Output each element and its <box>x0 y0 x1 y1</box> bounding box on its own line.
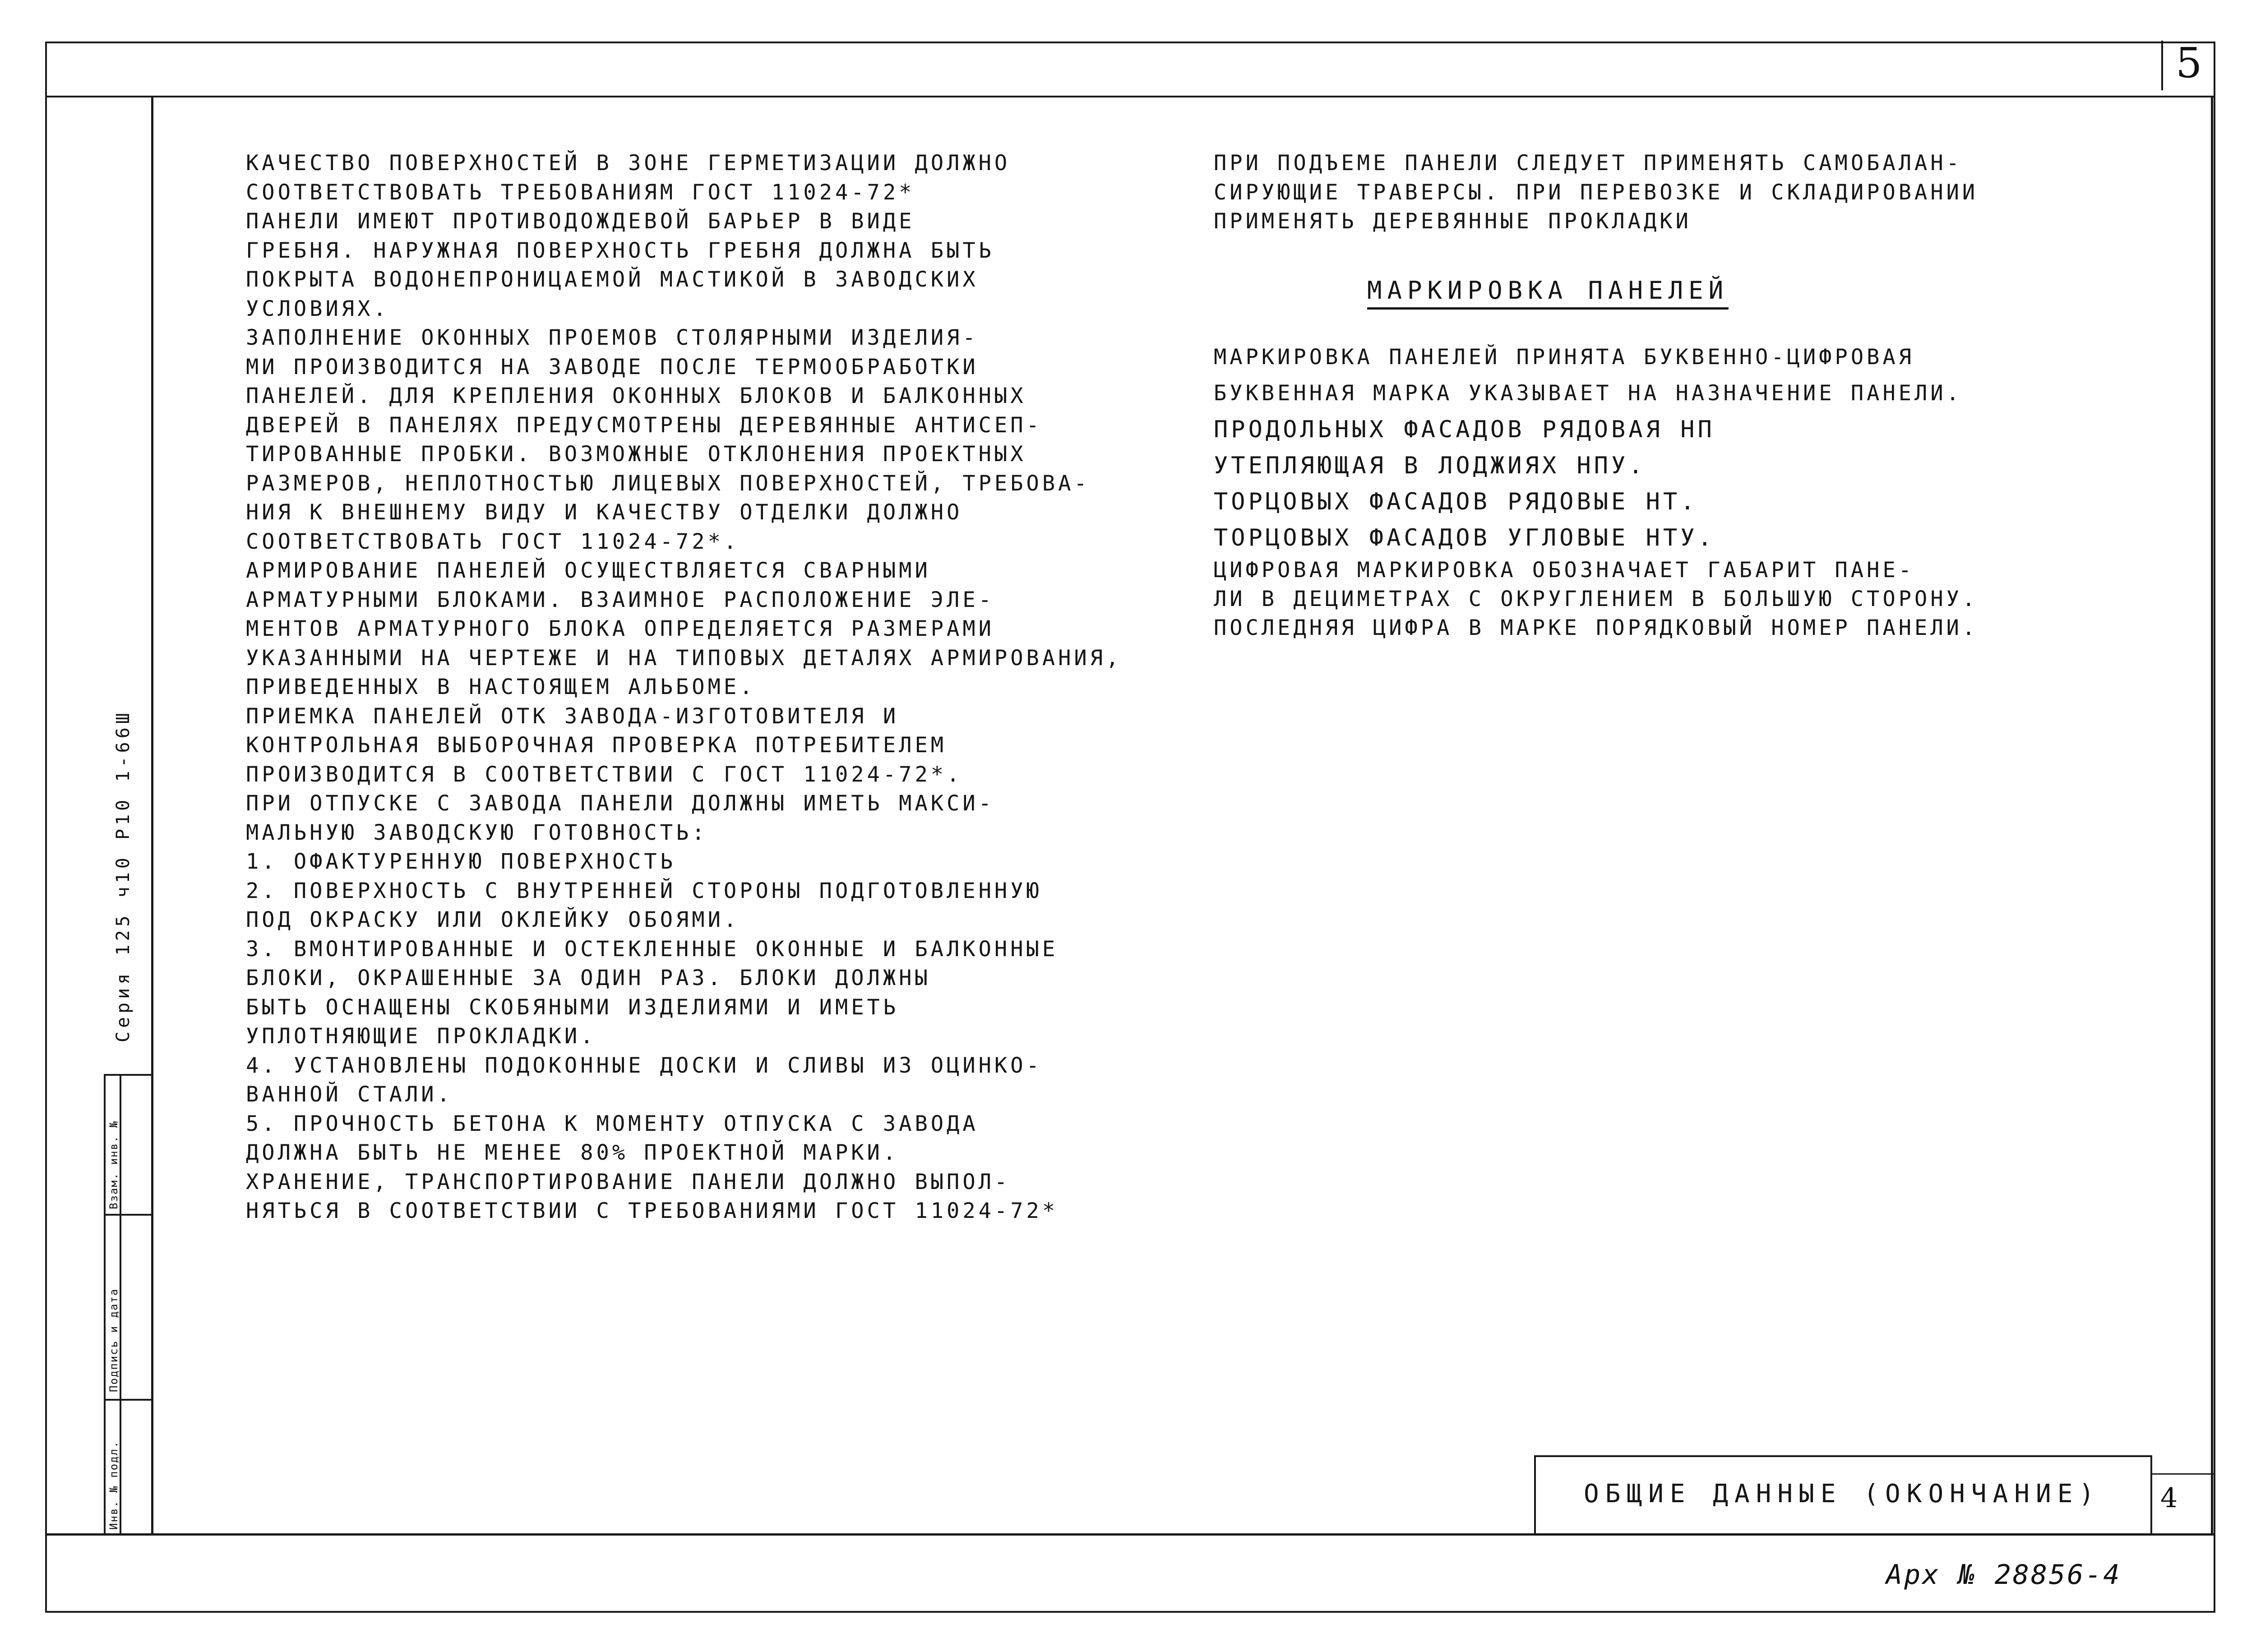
text-line: ТИРОВАННЫЕ ПРОБКИ. ВОЗМОЖНЫЕ ОТКЛОНЕНИЯ ПРОЕКТНЫХ <box>246 442 1026 467</box>
text-line: ЗАПОЛНЕНИЕ ОКОННЫХ ПРОЕМОВ СТОЛЯРНЫМИ ИЗДЕЛИЯ- <box>246 325 979 350</box>
text-line: КАЧЕСТВО ПОВЕРХНОСТЕЙ В ЗОНЕ ГЕРМЕТИЗАЦИИ ДОЛЖНО <box>246 151 1011 176</box>
text-line: МАРКИРОВКА ПАНЕЛЕЙ ПРИНЯТА БУКВЕННО-ЦИФРОВАЯ <box>1214 345 1915 370</box>
list-item: 3. ВМОНТИРОВАННЫЕ И ОСТЕКЛЕННЫЕ ОКОННЫЕ И БАЛКОННЫЕ <box>246 936 1059 962</box>
text-line: КОНТРОЛЬНАЯ ВЫБОРОЧНАЯ ПРОВЕРКА ПОТРЕБИТЕЛЕМ <box>246 733 947 758</box>
inner-top-line <box>45 96 2215 97</box>
text-line: ПРИ ОТПУСКЕ С ЗАВОДА ПАНЕЛИ ДОЛЖНЫ ИМЕТЬ МАКСИ- <box>246 791 994 816</box>
text-line: ПРОДОЛЬНЫХ ФАСАДОВ РЯДОВАЯ НП <box>1214 416 1715 443</box>
text-line: ПОКРЫТА ВОДОНЕПРОНИЦАЕМОЙ МАСТИКОЙ В ЗАВОДСКИХ <box>246 267 979 292</box>
text-line: АРМАТУРНЫМИ БЛОКАМИ. ВЗАИМНОЕ РАСПОЛОЖЕНИЕ ЭЛЕ- <box>246 587 994 612</box>
title-block-divider <box>2150 1455 2152 1536</box>
stamp-cell-inv: Инв. № подл. <box>107 1440 120 1530</box>
frame-right-line <box>2214 42 2215 1613</box>
list-item: ДОЛЖНА БЫТЬ НЕ МЕНЕЕ 80% ПРОЕКТНОЙ МАРКИ. <box>246 1140 899 1165</box>
text-line: ПРИВЕДЕННЫХ В НАСТОЯЩЕМ АЛЬБОМЕ. <box>246 675 756 699</box>
text-line: ПРИМЕНЯТЬ ДЕРЕВЯННЫЕ ПРОКЛАДКИ <box>1214 209 1692 234</box>
list-item: 1. ОФАКТУРЕННУЮ ПОВЕРХНОСТЬ <box>246 849 676 874</box>
text-line: ГРЕБНЯ. НАРУЖНАЯ ПОВЕРХНОСТЬ ГРЕБНЯ ДОЛЖНА БЫТЬ <box>246 238 994 263</box>
stamp-col-line-2 <box>104 1074 106 1535</box>
title-block-cell-line <box>2150 1473 2214 1475</box>
list-item: БЫТЬ ОСНАЩЕНЫ СКОБЯНЫМИ ИЗДЕЛИЯМИ И ИМЕТЬ <box>246 995 899 1020</box>
text-line: ТОРЦОВЫХ ФАСАДОВ РЯДОВЫЕ НТ. <box>1214 488 1698 515</box>
list-item: ВАННОЙ СТАЛИ. <box>246 1082 453 1107</box>
stamp-cell-signature: Подпись и дата <box>107 1288 120 1392</box>
text-line: УСЛОВИЯХ. <box>246 296 389 321</box>
text-line: МИ ПРОИЗВОДИТСЯ НА ЗАВОДЕ ПОСЛЕ ТЕРМООБРАБОТКИ <box>246 354 979 379</box>
text-line: ПРОИЗВОДИТСЯ В СООТВЕТСТВИИ С ГОСТ 11024-72*. <box>246 762 963 787</box>
list-item: 5. ПРОЧНОСТЬ БЕТОНА К МОМЕНТУ ОТПУСКА С ЗАВОДА <box>246 1111 979 1136</box>
list-item: УПЛОТНЯЮЩИЕ ПРОКЛАДКИ. <box>246 1024 596 1049</box>
text-line: НИЯ К ВНЕШНЕМУ ВИДУ И КАЧЕСТВУ ОТДЕЛКИ ДОЛЖНО <box>246 500 963 525</box>
inner-right-line <box>2211 96 2213 1535</box>
series-label: Серия 125 ч10 Р10 1-66Ш <box>113 709 134 1042</box>
list-item: ПОД ОКРАСКУ ИЛИ ОКЛЕЙКУ ОБОЯМИ. <box>246 907 740 932</box>
text-line: МЕНТОВ АРМАТУРНОГО БЛОКА ОПРЕДЕЛЯЕТСЯ РАЗМЕРАМИ <box>246 616 994 641</box>
text-line: ПАНЕЛЕЙ. ДЛЯ КРЕПЛЕНИЯ ОКОННЫХ БЛОКОВ И БАЛКОННЫХ <box>246 384 1026 408</box>
text-line: СООТВЕТСТВОВАТЬ ГОСТ 11024-72*. <box>246 529 740 554</box>
sheet-number: 5 <box>2176 39 2202 87</box>
list-item: БЛОКИ, ОКРАШЕННЫЕ ЗА ОДИН РАЗ. БЛОКИ ДОЛЖНЫ <box>246 966 931 990</box>
text-line: СИРУЮЩИЕ ТРАВЕРСЫ. ПРИ ПЕРЕВОЗКЕ И СКЛАДИРОВАНИИ <box>1214 180 1979 205</box>
text-line: БУКВЕННАЯ МАРКА УКАЗЫВАЕТ НА НАЗНАЧЕНИЕ ПАНЕЛИ. <box>1214 381 1962 406</box>
inner-left-line <box>151 96 153 1535</box>
text-line: ЛИ В ДЕЦИМЕТРАХ С ОКРУГЛЕНИЕМ В БОЛЬШУЮ СТОРОНУ. <box>1214 587 1979 611</box>
text-line: РАЗМЕРОВ, НЕПЛОТНОСТЬЮ ЛИЦЕВЫХ ПОВЕРХНОСТЕЙ, ТРЕБОВА- <box>246 471 1090 496</box>
right-intro <box>1214 149 1978 236</box>
frame-top-line <box>45 42 2215 43</box>
text-line: ПАНЕЛИ ИМЕЮТ ПРОТИВОДОЖДЕВОЙ БАРЬЕР В ВИДЕ <box>246 209 915 234</box>
text-line: МАЛЬНУЮ ЗАВОДСКУЮ ГОТОВНОСТЬ: <box>246 820 708 845</box>
stamp-row-line-1 <box>104 1214 153 1216</box>
right-marking-body <box>1214 339 1978 643</box>
left-text-column <box>246 149 1122 1226</box>
frame-bottom-line <box>45 1611 2215 1613</box>
text-line: ДВЕРЕЙ В ПАНЕЛЯХ ПРЕДУСМОТРЕНЫ ДЕРЕВЯННЫЕ АНТИСЕП- <box>246 412 1042 438</box>
text-line: ЦИФРОВАЯ МАРКИРОВКА ОБОЗНАЧАЕТ ГАБАРИТ ПАНЕ- <box>1214 558 1915 583</box>
text-line: ПРИ ПОДЪЕМЕ ПАНЕЛИ СЛЕДУЕТ ПРИМЕНЯТЬ САМОБАЛАН- <box>1214 151 1962 176</box>
text-line: НЯТЬСЯ В СООТВЕТСТВИИ С ТРЕБОВАНИЯМИ ГОСТ 11024-72* <box>246 1199 1059 1223</box>
stamp-row-line-2 <box>104 1399 153 1401</box>
frame-left-line <box>45 42 47 1613</box>
text-line: ХРАНЕНИЕ, ТРАНСПОРТИРОВАНИЕ ПАНЕЛИ ДОЛЖНО ВЫПОЛ- <box>246 1169 1011 1194</box>
list-item: 2. ПОВЕРХНОСТЬ С ВНУТРЕННЕЙ СТОРОНЫ ПОДГОТОВЛЕННУЮ <box>246 878 1042 903</box>
text-line: УКАЗАННЫМИ НА ЧЕРТЕЖЕ И НА ТИПОВЫХ ДЕТАЛЯХ АРМИРОВАНИЯ, <box>246 645 1122 671</box>
text-line: АРМИРОВАНИЕ ПАНЕЛЕЙ ОСУЩЕСТВЛЯЕТСЯ СВАРНЫМИ <box>246 558 931 583</box>
stamp-cell-replace: Взам. инв. № <box>107 1120 120 1209</box>
sheet-title: ОБЩИЕ ДАННЫЕ (ОКОНЧАНИЕ) <box>1584 1479 2101 1509</box>
text-line: ТОРЦОВЫХ ФАСАДОВ УГЛОВЫЕ НТУ. <box>1214 524 1715 551</box>
marking-heading: МАРКИРОВКА ПАНЕЛЕЙ <box>1367 276 1729 310</box>
text-line: СООТВЕТСТВОВАТЬ ТРЕБОВАНИЯМ ГОСТ 11024-72* <box>246 180 915 205</box>
stamp-top-line <box>104 1074 153 1076</box>
list-item: 4. УСТАНОВЛЕНЫ ПОДОКОННЫЕ ДОСКИ И СЛИВЫ ИЗ ОЦИНКО- <box>246 1053 1042 1078</box>
text-line: ПРИЕМКА ПАНЕЛЕЙ ОТК ЗАВОДА-ИЗГОТОВИТЕЛЯ И <box>246 703 899 729</box>
text-line: УТЕПЛЯЮЩАЯ В ЛОДЖИЯХ НПУ. <box>1214 452 1646 479</box>
page-small-number: 4 <box>2160 1482 2178 1514</box>
archive-number: Арх № 28856-4 <box>1886 1559 2122 1591</box>
text-line: ПОСЛЕДНЯЯ ЦИФРА В МАРКЕ ПОРЯДКОВЫЙ НОМЕР ПАНЕЛИ. <box>1214 615 1979 640</box>
